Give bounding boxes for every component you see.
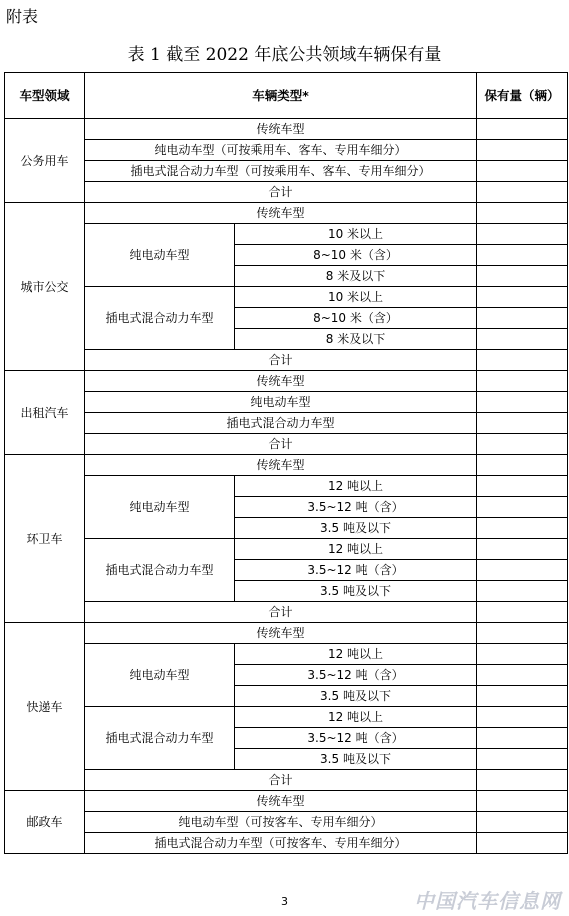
domain-express: 快递车 xyxy=(5,623,85,791)
type-cell: 传统车型 xyxy=(85,623,477,644)
type-cell: 插电式混合动力车型 xyxy=(85,707,235,770)
domain-taxi: 出租汽车 xyxy=(5,371,85,455)
type-cell: 插电式混合动力车型 xyxy=(85,287,235,350)
count-cell xyxy=(477,182,568,203)
tonnage-cell: 3.5~12 吨（含） xyxy=(235,728,477,749)
appendix-label: 附表 xyxy=(6,7,39,26)
header-domain: 车型领域 xyxy=(5,73,85,119)
count-cell xyxy=(477,434,568,455)
tonnage-cell: 3.5~12 吨（含） xyxy=(235,497,477,518)
table-row xyxy=(5,812,568,833)
header-count: 保有量（辆） xyxy=(477,73,568,119)
table-row xyxy=(5,434,568,455)
table-row xyxy=(5,623,568,644)
count-cell xyxy=(477,308,568,329)
watermark-logo: 中国汽车信息网 xyxy=(414,889,561,913)
tonnage-cell: 3.5 吨及以下 xyxy=(235,581,477,602)
count-cell xyxy=(477,833,568,854)
type-cell: 纯电动车型（可按客车、专用车细分） xyxy=(85,812,477,833)
type-cell: 传统车型 xyxy=(85,791,477,812)
domain-sanitation: 环卫车 xyxy=(5,455,85,623)
count-cell xyxy=(477,245,568,266)
type-cell: 纯电动车型 xyxy=(85,392,477,413)
count-cell xyxy=(477,413,568,434)
count-cell xyxy=(477,455,568,476)
table-row xyxy=(5,602,568,623)
table-header-row xyxy=(5,73,568,119)
table-row xyxy=(5,140,568,161)
count-cell xyxy=(477,812,568,833)
count-cell xyxy=(477,119,568,140)
total-cell: 合计 xyxy=(85,602,477,623)
type-cell: 插电式混合动力车型（可按客车、专用车细分） xyxy=(85,833,477,854)
count-cell xyxy=(477,161,568,182)
table-row xyxy=(5,371,568,392)
domain-bus: 城市公交 xyxy=(5,203,85,371)
count-cell xyxy=(477,539,568,560)
tonnage-cell: 3.5 吨及以下 xyxy=(235,686,477,707)
table-row xyxy=(5,119,568,140)
count-cell xyxy=(477,287,568,308)
domain-postal: 邮政车 xyxy=(5,791,85,854)
table-row xyxy=(5,770,568,791)
count-cell xyxy=(477,791,568,812)
count-cell xyxy=(477,476,568,497)
tonnage-cell: 3.5 吨及以下 xyxy=(235,749,477,770)
total-cell: 合计 xyxy=(85,350,477,371)
tonnage-cell: 3.5~12 吨（含） xyxy=(235,560,477,581)
count-cell xyxy=(477,770,568,791)
total-cell: 合计 xyxy=(85,770,477,791)
table-row xyxy=(5,182,568,203)
size-cell: 8 米及以下 xyxy=(235,329,477,350)
count-cell xyxy=(477,350,568,371)
header-vehicle-type: 车辆类型* xyxy=(85,73,477,119)
count-cell xyxy=(477,749,568,770)
count-cell xyxy=(477,581,568,602)
table-row xyxy=(5,476,568,497)
count-cell xyxy=(477,140,568,161)
table-row xyxy=(5,791,568,812)
size-cell: 8~10 米（含） xyxy=(235,308,477,329)
type-cell: 传统车型 xyxy=(85,371,477,392)
size-cell: 8~10 米（含） xyxy=(235,245,477,266)
type-cell: 传统车型 xyxy=(85,203,477,224)
count-cell xyxy=(477,602,568,623)
count-cell xyxy=(477,392,568,413)
total-cell: 合计 xyxy=(85,182,477,203)
tonnage-cell: 3.5 吨及以下 xyxy=(235,518,477,539)
count-cell xyxy=(477,224,568,245)
tonnage-cell: 3.5~12 吨（含） xyxy=(235,665,477,686)
count-cell xyxy=(477,329,568,350)
tonnage-cell: 12 吨以上 xyxy=(235,644,477,665)
table-row xyxy=(5,392,568,413)
count-cell xyxy=(477,518,568,539)
count-cell xyxy=(477,644,568,665)
table-row xyxy=(5,413,568,434)
vehicle-ownership-table xyxy=(4,72,568,854)
size-cell: 10 米以上 xyxy=(235,224,477,245)
table-row xyxy=(5,539,568,560)
total-cell: 合计 xyxy=(85,434,477,455)
type-cell: 插电式混合动力车型 xyxy=(85,413,477,434)
count-cell xyxy=(477,266,568,287)
count-cell xyxy=(477,707,568,728)
table-title: 表 1 截至 2022 年底公共领域车辆保有量 xyxy=(127,45,442,65)
count-cell xyxy=(477,203,568,224)
table-row xyxy=(5,287,568,308)
count-cell xyxy=(477,497,568,518)
type-cell: 传统车型 xyxy=(85,455,477,476)
type-cell: 纯电动车型 xyxy=(85,224,235,287)
type-cell: 纯电动车型 xyxy=(85,476,235,539)
table-row xyxy=(5,833,568,854)
tonnage-cell: 12 吨以上 xyxy=(235,539,477,560)
size-cell: 8 米及以下 xyxy=(235,266,477,287)
count-cell xyxy=(477,623,568,644)
type-cell: 纯电动车型 xyxy=(85,644,235,707)
table-row xyxy=(5,455,568,476)
table-row xyxy=(5,707,568,728)
size-cell: 10 米以上 xyxy=(235,287,477,308)
table-row xyxy=(5,203,568,224)
count-cell xyxy=(477,665,568,686)
count-cell xyxy=(477,728,568,749)
table-row xyxy=(5,644,568,665)
type-cell: 传统车型 xyxy=(85,119,477,140)
type-cell: 插电式混合动力车型 xyxy=(85,539,235,602)
page-number: 3 xyxy=(281,895,288,908)
domain-official: 公务用车 xyxy=(5,119,85,203)
count-cell xyxy=(477,560,568,581)
type-cell: 纯电动车型（可按乘用车、客车、专用车细分） xyxy=(85,140,477,161)
tonnage-cell: 12 吨以上 xyxy=(235,707,477,728)
tonnage-cell: 12 吨以上 xyxy=(235,476,477,497)
table-row xyxy=(5,350,568,371)
count-cell xyxy=(477,686,568,707)
count-cell xyxy=(477,371,568,392)
table-row xyxy=(5,224,568,245)
table-row xyxy=(5,161,568,182)
type-cell: 插电式混合动力车型（可按乘用车、客车、专用车细分） xyxy=(85,161,477,182)
